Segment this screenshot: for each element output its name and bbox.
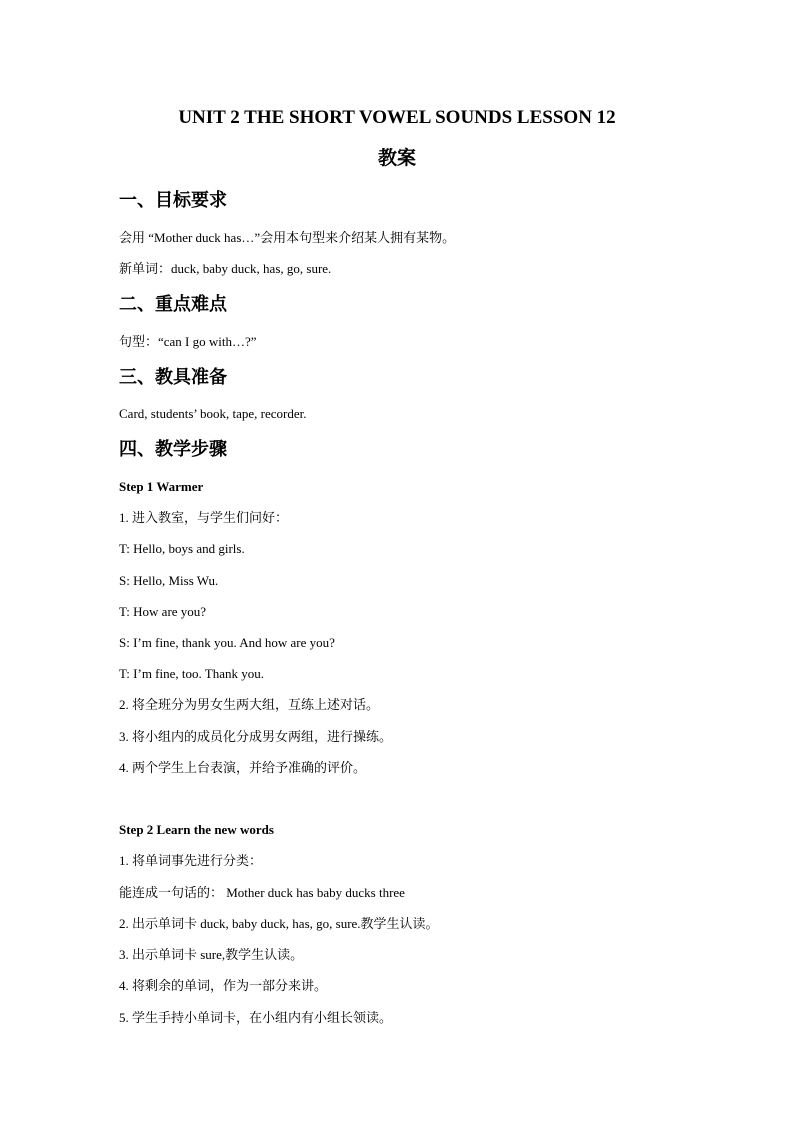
step-2-line-1: 1. 将单词事先进行分类： <box>119 853 263 868</box>
section-heading-goals: 一、目标要求 <box>119 190 227 210</box>
goals-line-1: 会用 “Mother duck has…”会用本句型来介绍某人拥有某物。 <box>119 230 456 245</box>
step-1-line-9: 4. 两个学生上台表演，并给予准确的评价。 <box>119 760 367 775</box>
step-2-line-3: 2. 出示单词卡 duck, baby duck, has, go, sure.教学生认读。 <box>119 916 439 931</box>
document-title: UNIT 2 THE SHORT VOWEL SOUNDS LESSON 12 <box>178 107 616 128</box>
section-heading-steps: 四、教学步骤 <box>119 439 227 459</box>
step-1-line-2: T: Hello, boys and girls. <box>119 541 245 556</box>
step-1-line-1: 1. 进入教室，与学生们问好： <box>119 510 289 525</box>
step-1-line-5: S: I’m fine, thank you. And how are you? <box>119 635 335 650</box>
step-2-line-4: 3. 出示单词卡 sure,教学生认读。 <box>119 947 304 962</box>
section-heading-materials: 三、教具准备 <box>119 367 227 387</box>
step-1-line-4: T: How are you? <box>119 604 207 619</box>
section-heading-key-points: 二、重点难点 <box>119 294 227 314</box>
goals-line-2: 新单词：duck, baby duck, has, go, sure. <box>119 261 332 276</box>
step-2-title: Step 2 Learn the new words <box>119 822 274 837</box>
step-2-line-6: 5. 学生手持小单词卡，在小组内有小组长领读。 <box>119 1010 393 1025</box>
step-1-line-3: S: Hello, Miss Wu. <box>119 573 219 588</box>
materials-line-1: Card, students’ book, tape, recorder. <box>119 406 307 421</box>
step-2-line-2: 能连成一句话的： Mother duck has baby ducks three <box>119 885 405 900</box>
document-subtitle: 教案 <box>377 148 416 169</box>
key-points-line-1: 句型：“can I go with…?” <box>119 334 257 349</box>
step-2-line-5: 4. 将剩余的单词，作为一部分来讲。 <box>119 978 328 993</box>
step-1-line-7: 2. 将全班分为男女生两大组，互练上述对话。 <box>119 697 380 712</box>
step-1-line-8: 3. 将小组内的成员化分成男女两组，进行操练。 <box>119 729 393 744</box>
step-1-title: Step 1 Warmer <box>119 479 204 494</box>
step-1-line-6: T: I’m fine, too. Thank you. <box>119 666 264 681</box>
